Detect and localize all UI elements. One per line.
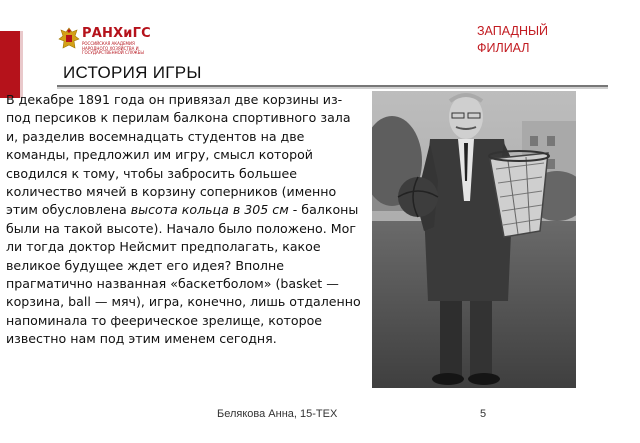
logo-tagline: РОССИЙСКАЯ АКАДЕМИЯ НАРОДНОГО ХОЗЯЙСТВА И ГОСУДАРСТВЕННОЙ СЛУЖБЫ [82, 41, 144, 55]
historical-photo [372, 91, 576, 388]
university-logo [58, 26, 168, 56]
branch-line-1: ЗАПАДНЫЙ [477, 24, 549, 38]
branch-line-2: ФИЛИАЛ [477, 41, 530, 55]
footer-author: Белякова Анна, 15-ТЕХ [217, 408, 338, 420]
logo-text: РАНХиГС [82, 26, 151, 41]
eagle-emblem-icon [58, 26, 80, 52]
page-number: 5 [480, 408, 487, 420]
body-text-italic: высота кольца в 305 см [130, 202, 289, 218]
body-text-part-1: В декабре 1891 года он привязал две корзины из-под персиков к перилам балкона спортивного зала и, разделив восемнадцать студентов на две команды, предложил им игру, смысл которой сводился к тому, чтобы забросить большее количество мячей в корзину соперников (именно этим обусловлена [6, 92, 351, 218]
accent-bar-shadow [20, 31, 23, 98]
photo-man-with-basket-and-ball-icon [372, 91, 576, 388]
accent-bar [0, 31, 20, 98]
branch-label [477, 23, 548, 57]
body-text-part-2: - балконы были на такой высоте). Начало было положено. Мог ли тогда доктор Нейсмит предполагать, какое великое будущее ждет его идея? Вполне прагматично названная «баскетболом» (basket — корзина, ball — мяч), игра, конечно, лишь отдаленно напоминала то феерическое зрелище, которое известно нам под этим именем сегодня. [6, 202, 361, 347]
title-underline-shadow [57, 87, 608, 89]
slide-title: ИСТОРИЯ ИГРЫ [63, 63, 202, 82]
slide-body-text [6, 91, 362, 349]
